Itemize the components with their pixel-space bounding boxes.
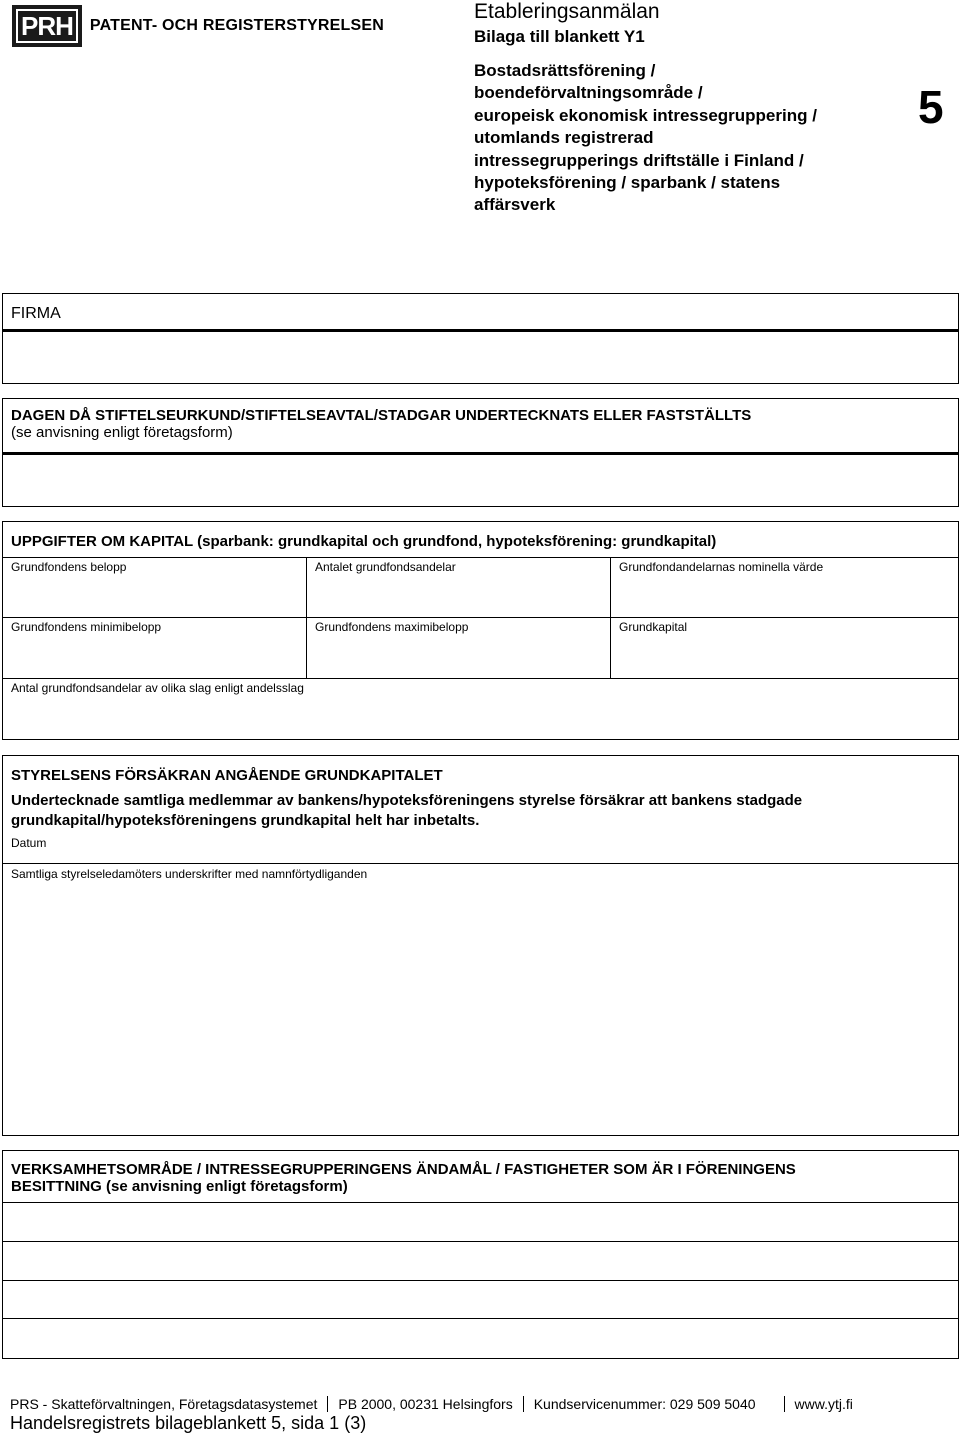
board-statement-line2: grundkapital/hypoteksföreningens grundkapital helt har inbetalts. [11, 812, 480, 829]
footer-divider [523, 1396, 524, 1412]
activity-heading-line2: BESITTNING (se anvisning enligt företagsform) [11, 1178, 348, 1195]
org-type-line: utomlands registrerad [474, 128, 654, 148]
firma-field[interactable] [3, 332, 958, 382]
org-type-line: europeisk ekonomisk intressegruppering / [474, 105, 817, 125]
signatures-label: Samtliga styrelseledamöters underskrifter med namnförtydliganden [11, 867, 368, 881]
activity-heading [3, 1151, 958, 1203]
footer-divider [784, 1396, 785, 1412]
grundfond-amount-label: Grundfondens belopp [11, 560, 127, 574]
org-type-line: boendeförvaltningsområde / [474, 83, 703, 103]
footer-page-info: Handelsregistrets bilageblankett 5, sida 1 (3) [10, 1413, 367, 1433]
form-title: Etableringsanmälan [474, 0, 660, 23]
share-capital-label: Grundkapital [619, 620, 688, 634]
date-signed-heading-line2: (se anvisning enligt företagsform) [11, 424, 233, 441]
footer-contact [10, 1396, 853, 1412]
section-capital [2, 521, 959, 740]
activity-line-4[interactable] [3, 1319, 958, 1357]
form-subtitle: Bilaga till blankett Y1 [474, 27, 645, 46]
activity-line-3[interactable] [3, 1281, 958, 1319]
date-signed-heading-line1: DAGEN DÅ STIFTELSEURKUND/STIFTELSEAVTAL/STADGAR UNDERTECKNATS ELLER FASTSTÄLLTS [11, 407, 752, 424]
signatures-field[interactable] [3, 864, 958, 1070]
form-number: 5 [918, 81, 944, 133]
org-type-line: hypoteksförening / sparbank / statens [474, 173, 781, 193]
board-date-label: Datum [11, 836, 47, 850]
firma-heading: FIRMA [3, 294, 958, 332]
grundfond-shares-label: Antalet grundfondsandelar [315, 560, 456, 574]
section-board-declaration [2, 755, 959, 1136]
footer-divider [327, 1396, 328, 1412]
shares-by-class-label: Antal grundfondsandelar av olika slag enligt andelsslag [11, 681, 304, 695]
capital-heading: UPPGIFTER OM KAPITAL (sparbank: grundkapital och grundfond, hypoteksförening: grundkapital) [3, 522, 958, 558]
capital-row-1 [3, 558, 958, 618]
shares-by-class-field[interactable] [3, 679, 958, 738]
org-type-line: intressegrupperings driftställe i Finland / [474, 150, 804, 170]
section-activity [2, 1150, 959, 1359]
footer-address: PB 2000, 00231 Helsingfors [338, 1396, 513, 1412]
footer-org: PRS - Skatteförvaltningen, Företagsdatasystemet [10, 1396, 318, 1412]
nominal-value-label: Grundfondandelarnas nominella värde [619, 560, 824, 574]
board-date-field[interactable] [3, 831, 958, 864]
grundfond-amount-field[interactable] [3, 558, 306, 617]
nominal-value-field[interactable] [610, 558, 958, 617]
board-statement-line1: Undertecknade samtliga medlemmar av bankens/hypoteksföreningens styrelse försäkrar att bankens stadgade [11, 792, 803, 809]
board-statement [3, 788, 958, 831]
prh-logo-text: PATENT- OCH REGISTERSTYRELSEN [89, 17, 385, 34]
date-signed-field[interactable] [3, 455, 958, 505]
minimum-amount-field[interactable] [3, 618, 306, 678]
minimum-amount-label: Grundfondens minimibelopp [11, 620, 162, 634]
activity-line-2[interactable] [3, 1242, 958, 1281]
footer-phone: Kundservicenummer: 029 509 5040 [533, 1396, 756, 1412]
organization-types [474, 60, 874, 217]
section-date-signed [2, 398, 959, 507]
capital-row-2 [3, 618, 958, 679]
share-capital-field[interactable] [610, 618, 958, 678]
section-firma [2, 293, 959, 384]
activity-line-1[interactable] [3, 1203, 958, 1242]
prh-logo-mark: PRH [12, 5, 82, 47]
board-heading: STYRELSENS FÖRSÄKRAN ANGÅENDE GRUNDKAPITALET [11, 767, 443, 784]
grundfond-shares-field[interactable] [306, 558, 610, 617]
maximum-amount-label: Grundfondens maximibelopp [315, 620, 469, 634]
activity-heading-line1: VERKSAMHETSOMRÅDE / INTRESSEGRUPPERINGENS ÄNDAMÅL / FASTIGHETER SOM ÄR I FÖRENINGENS [11, 1161, 796, 1178]
maximum-amount-field[interactable] [306, 618, 610, 678]
footer-web: www.ytj.fi [794, 1396, 853, 1412]
org-type-line: affärsverk [474, 195, 556, 215]
date-signed-heading [3, 399, 958, 455]
prh-logo [12, 6, 384, 46]
org-type-line: Bostadsrättsförening / [474, 61, 656, 80]
